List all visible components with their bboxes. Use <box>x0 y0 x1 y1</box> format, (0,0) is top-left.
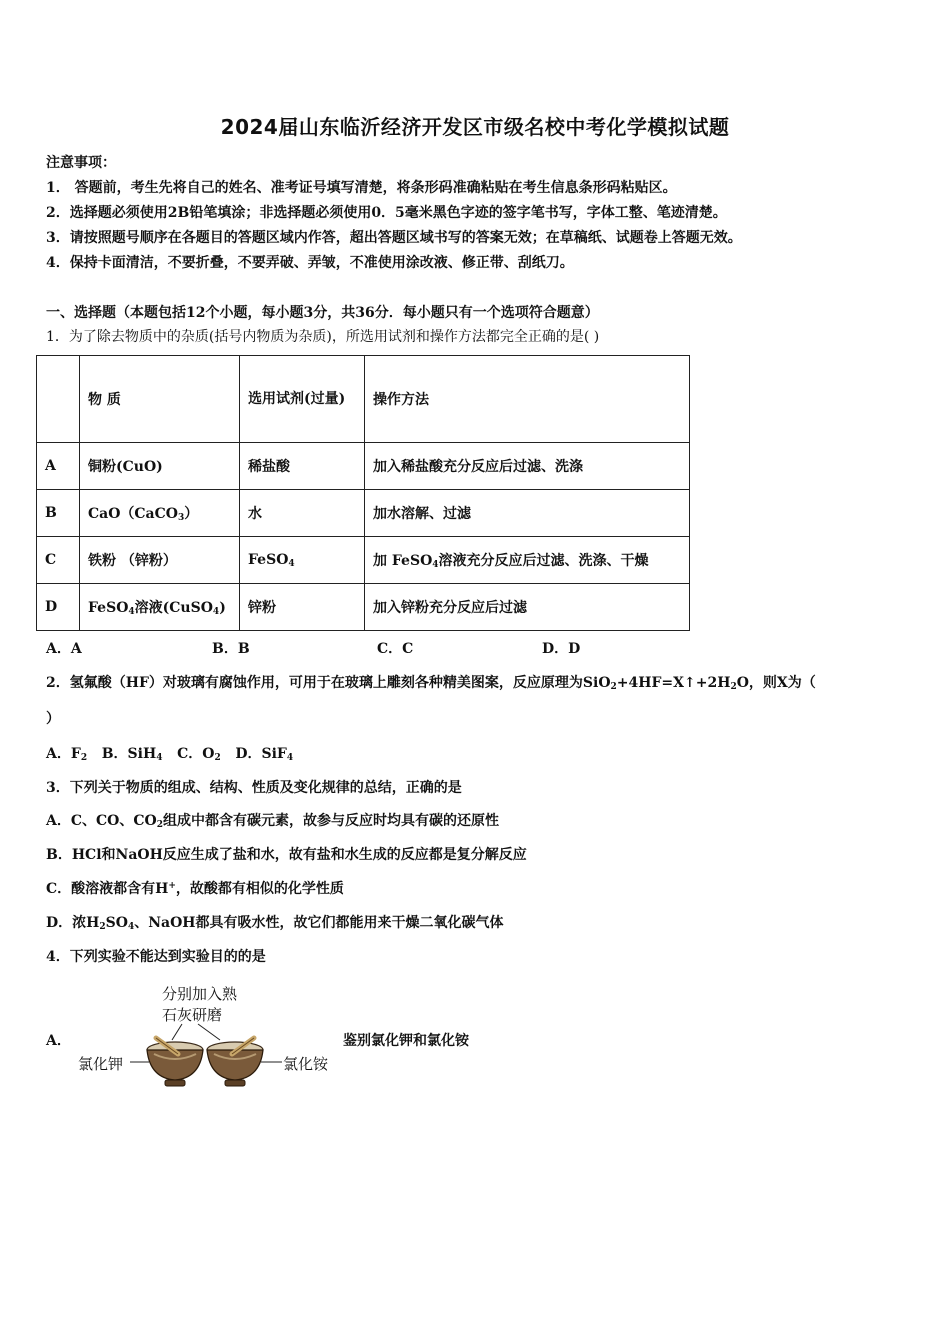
q3-option-b: B．HCl和NaOH反应生成了盐和水，故有盐和水生成的反应都是复分解反应 <box>46 847 527 863</box>
q4-option-a-label: A． <box>46 1033 71 1049</box>
q4-stem: 4．下列实验不能达到实验目的的是 <box>46 949 266 965</box>
q1-table <box>36 355 690 631</box>
notice-item-1: 1． 答题前，考生先将自己的姓名、准考证号填写清楚，将条形码准确粘贴在考生信息条形码粘贴区。 <box>46 180 677 196</box>
q1-option-d: D．D <box>542 641 581 657</box>
mortar-left-icon <box>147 1038 203 1086</box>
q2-options <box>46 743 293 763</box>
row-substance: FeSO$_4$溶液(CuSO$_4$) <box>80 584 240 631</box>
q1-stem: 1．为了除去物质中的杂质(括号内物质为杂质)，所选用试剂和操作方法都完全正确的是( ) <box>46 329 600 345</box>
mortar-figure <box>120 1020 290 1092</box>
table-row <box>37 490 690 537</box>
notice-heading: 注意事项： <box>46 155 116 171</box>
q3-stem: 3．下列关于物质的组成、结构、性质及变化规律的总结，正确的是 <box>46 780 462 796</box>
row-reagent: 稀盐酸 <box>240 443 365 490</box>
table-header-cell <box>37 356 80 443</box>
q1-option-c: C．C <box>377 641 414 657</box>
mortar-right-icon <box>207 1038 263 1086</box>
row-reagent: 锌粉 <box>240 584 365 631</box>
table-row <box>37 584 690 631</box>
figure-label-left: 氯化钾 <box>78 1055 124 1073</box>
figure-label-right: 氯化铵 <box>283 1055 329 1073</box>
q1-option-b: B．B <box>212 641 250 657</box>
q2-stem-line2: ） <box>46 711 60 727</box>
q2-option-c: C．$O_2$ <box>177 746 221 763</box>
row-reagent: FeSO$_4$ <box>240 537 365 584</box>
notice-item-3: 3．请按照题号顺序在各题目的答题区域内作答，超出答题区域书写的答案无效；在草稿纸、试题卷上答题无效。 <box>46 230 742 246</box>
section-heading: 一、选择题（本题包括12个小题，每小题3分，共36分．每小题只有一个选项符合题意） <box>46 305 599 321</box>
q2-option-b: B．SiH$_4$ <box>101 746 163 763</box>
row-substance: 铁粉 （锌粉） <box>80 537 240 584</box>
figure-caption-line2: 石灰研磨 <box>162 1006 223 1024</box>
table-header-cell: 物 质 <box>80 356 240 443</box>
row-substance: 铜粉(CuO) <box>80 443 240 490</box>
notice-item-2: 2．选择题必须使用2B铅笔填涂；非选择题必须使用0．5毫米黑色字迹的签字笔书写，字体工整、笔迹清楚。 <box>46 205 727 221</box>
pointer-line <box>198 1024 220 1040</box>
row-substance: CaO（CaCO$_3$） <box>80 490 240 537</box>
q3-option-d: D．浓$H_2SO_4$、NaOH都具有吸水性，故它们都能用来干燥二氧化碳气体 <box>46 915 504 932</box>
row-method: 加 FeSO$_4$溶液充分反应后过滤、洗涤、干燥 <box>365 537 690 584</box>
table-header-cell: 选用试剂(过量) <box>240 356 365 443</box>
row-label: B <box>37 490 80 537</box>
q4-option-a-desc: 鉴别氯化钾和氯化铵 <box>343 1033 469 1049</box>
row-method: 加入锌粉充分反应后过滤 <box>365 584 690 631</box>
table-row <box>37 537 690 584</box>
table-header-row <box>37 356 690 443</box>
row-reagent: 水 <box>240 490 365 537</box>
q3-option-a: A．C、CO、$CO_2$组成中都含有碳元素，故参与反应时均具有碳的还原性 <box>46 813 499 830</box>
q2-option-a: A．$F_2$ <box>46 746 88 763</box>
q1-option-a: A．A <box>46 641 82 657</box>
q3-option-c: C．酸溶液都含有H+，故酸都有相似的化学性质 <box>46 881 344 897</box>
row-label: C <box>37 537 80 584</box>
table-row <box>37 443 690 490</box>
pointer-line <box>172 1024 182 1040</box>
q2-option-d: D．SiF$_4$ <box>235 746 294 763</box>
q2-stem: 2．氢氟酸（HF）对玻璃有腐蚀作用，可用于在玻璃上雕刻各种精美图案，反应原理为$SiO_2+4HF=X↑+2H_2O$，则X为（ <box>46 675 816 692</box>
figure-caption-line1: 分别加入熟 <box>162 985 238 1003</box>
notice-item-4: 4．保持卡面清洁，不要折叠，不要弄破、弄皱，不准使用涂改液、修正带、刮纸刀。 <box>46 255 574 271</box>
row-method: 加水溶解、过滤 <box>365 490 690 537</box>
row-method: 加入稀盐酸充分反应后过滤、洗涤 <box>365 443 690 490</box>
page-title: 2024届山东临沂经济开发区市级名校中考化学模拟试题 <box>220 115 730 139</box>
table-header-cell: 操作方法 <box>365 356 690 443</box>
row-label: A <box>37 443 80 490</box>
row-label: D <box>37 584 80 631</box>
